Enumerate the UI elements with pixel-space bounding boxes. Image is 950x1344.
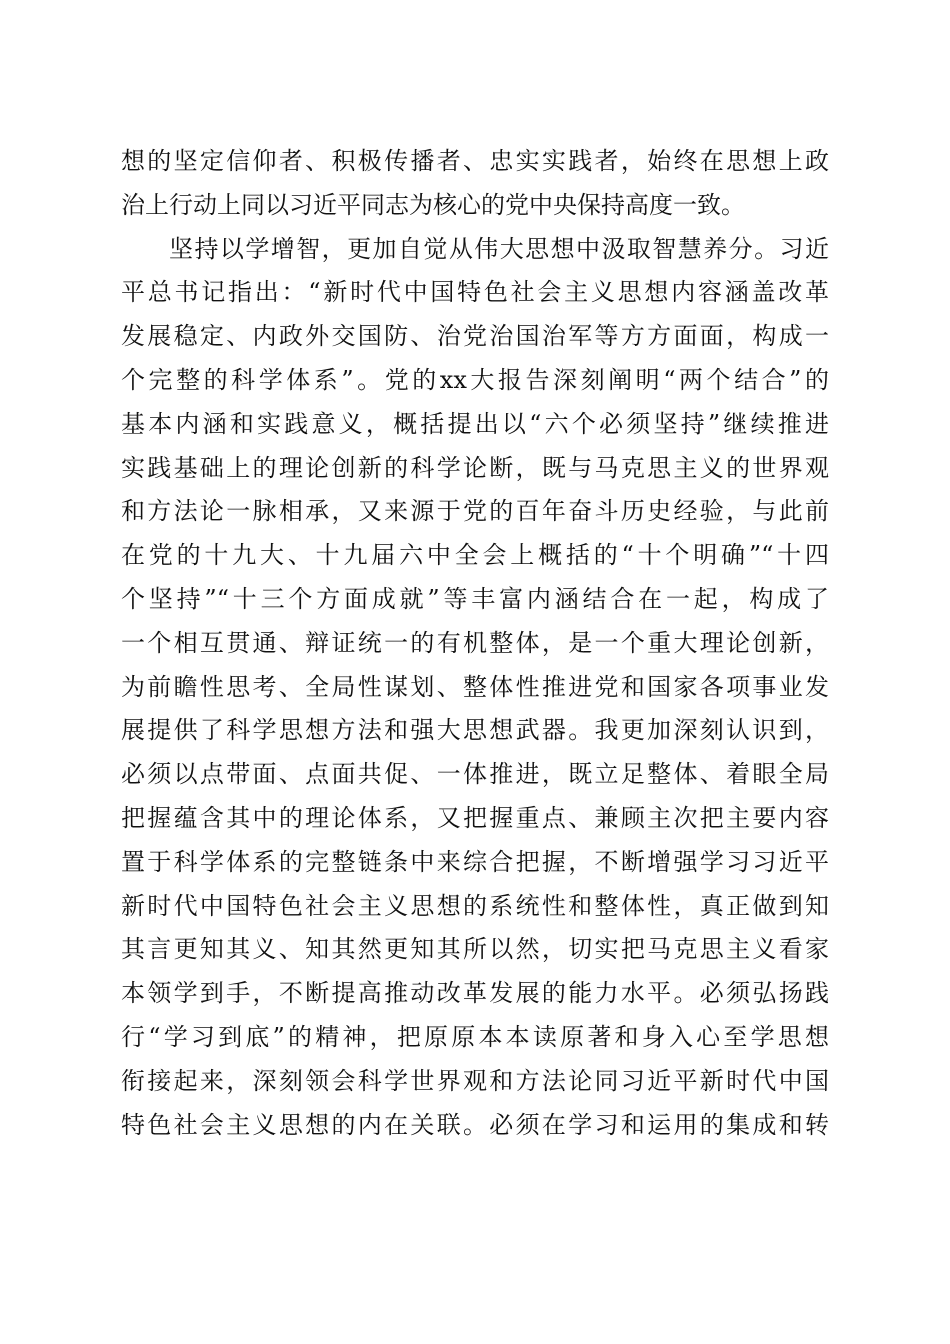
text-line: 本领学到手，不断提高推动改革发展的能力水平。必须弘扬践 xyxy=(121,979,829,1008)
text-line: 平总书记指出：“新时代中国特色社会主义思想内容涵盖改革 xyxy=(121,278,829,307)
text-line: 坚持以学增智，更加自觉从伟大思想中汲取智慧养分。习近 xyxy=(169,234,829,263)
text-line: 必须以点带面、点面共促、一体推进，既立足整体、着眼全局 xyxy=(121,760,829,789)
text-line: 把握蕴含其中的理论体系，又把握重点、兼顾主次把主要内容 xyxy=(121,803,829,832)
text-line: 治上行动上同以习近平同志为核心的党中央保持高度一致。 xyxy=(121,190,745,219)
text-line: 想的坚定信仰者、积极传播者、忠实实践者，始终在思想上政 xyxy=(121,147,829,175)
text-line: 新时代中国特色社会主义思想的系统性和整体性，真正做到知 xyxy=(121,891,829,920)
text-line: 为前瞻性思考、全局性谋划、整体性推进党和国家各项事业发 xyxy=(121,672,829,701)
text-line: 行“学习到底”的精神，把原原本本读原著和身入心至学思想 xyxy=(121,1022,829,1051)
text-line: 其言更知其义、知其然更知其所以然，切实把马克思主义看家 xyxy=(121,935,829,964)
text-line: 实践基础上的理论创新的科学论断，既与马克思主义的世界观 xyxy=(121,453,829,482)
text-line: 置于科学体系的完整链条中来综合把握，不断增强学习习近平 xyxy=(121,847,829,876)
text-line: 个坚持”“十三个方面成就”等丰富内涵结合在一起，构成了 xyxy=(121,584,829,613)
text-line: 一个相互贯通、辩证统一的有机整体，是一个重大理论创新， xyxy=(121,628,829,657)
body-text xyxy=(121,140,829,1147)
text-line: 展提供了科学思想方法和强大思想武器。我更加深刻认识到， xyxy=(121,716,829,745)
text-line: 衔接起来，深刻领会科学世界观和方法论同习近平新时代中国 xyxy=(121,1066,829,1095)
text-line: 基本内涵和实践意义，概括提出以“六个必须坚持”继续推进 xyxy=(121,409,829,438)
text-line: 在党的十九大、十九届六中全会上概括的“十个明确”“十四 xyxy=(121,541,829,570)
text-line: 和方法论一脉相承，又来源于党的百年奋斗历史经验，与此前 xyxy=(121,497,829,526)
text-line: 个完整的科学体系”。党的xx大报告深刻阐明“两个结合”的 xyxy=(121,365,829,394)
text-line: 特色社会主义思想的内在关联。必须在学习和运用的集成和转 xyxy=(121,1110,829,1139)
text-line: 发展稳定、内政外交国防、治党治国治军等方方面面，构成一 xyxy=(121,322,829,351)
